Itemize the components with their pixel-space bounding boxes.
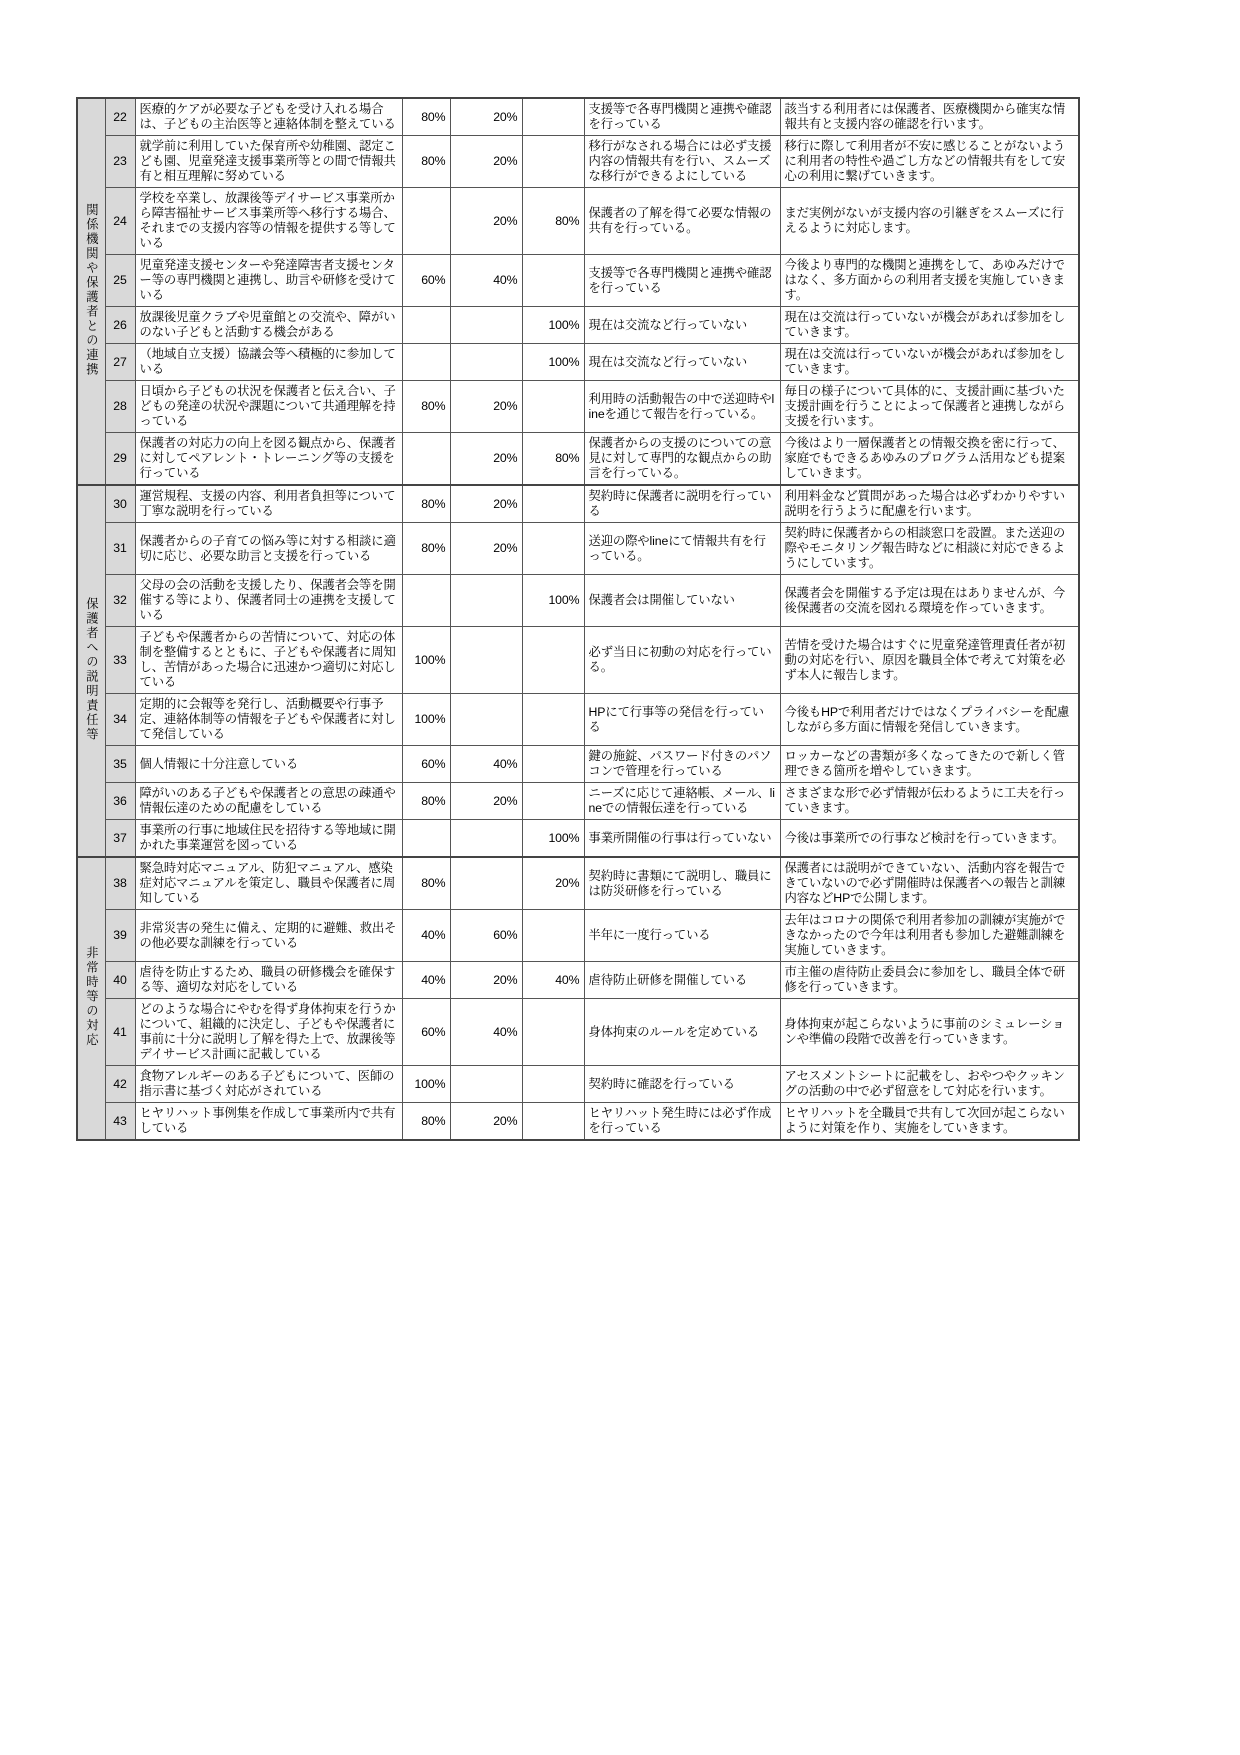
percent-yes: 80% (402, 485, 450, 523)
improvement-plan: 身体拘束が起こらないように事前のシミュレーションや準備の段階で改善を行っていきます。 (780, 999, 1079, 1066)
improvement-plan: アセスメントシートに記載をし、おやつやクッキングの活動の中で必ず留意をして対応を行います。 (780, 1066, 1079, 1103)
improvement-plan: 移行に際して利用者が不安に感じることがないように利用者の特性や過ごし方などの情報共有をして安心の利用に繋げていきます。 (780, 136, 1079, 188)
percent-yes: 80% (402, 783, 450, 820)
percent-partial: 20% (450, 98, 522, 136)
percent-yes: 100% (402, 627, 450, 694)
current-situation: 支援等で各専門機関と連携や確認を行っている (584, 255, 780, 307)
evaluation-item: 子どもや保護者からの苦情について、対応の体制を整備するとともに、子どもや保護者に周知し、苦情があった場合に迅速かつ適切に対応している (135, 627, 402, 694)
improvement-plan: 該当する利用者には保護者、医療機関から確実な情報共有と支援内容の確認を行います。 (780, 98, 1079, 136)
current-situation: 送迎の際やlineにて情報共有を行っている。 (584, 523, 780, 575)
percent-partial (450, 694, 522, 746)
percent-partial: 40% (450, 999, 522, 1066)
percent-no (522, 136, 584, 188)
improvement-plan: ロッカーなどの書類が多くなってきたので新しく管理できる箇所を増やしていきます。 (780, 746, 1079, 783)
percent-no: 80% (522, 433, 584, 486)
improvement-plan: 去年はコロナの関係で利用者参加の訓練が実施ができなかったので今年は利用者も参加した避難訓練を実施していきます。 (780, 910, 1079, 962)
improvement-plan: 保護者会を開催する予定は現在はありませんが、今後保護者の交流を図れる環境を作っていきます。 (780, 575, 1079, 627)
row-number: 26 (105, 307, 135, 344)
evaluation-item: 定期的に会報等を発行し、活動概要や行事予定、連絡体制等の情報を子どもや保護者に対して発信している (135, 694, 402, 746)
evaluation-item: （地域自立支援）協議会等へ積極的に参加している (135, 344, 402, 381)
row-number: 42 (105, 1066, 135, 1103)
current-situation: 事業所開催の行事は行っていない (584, 820, 780, 858)
percent-yes (402, 575, 450, 627)
percent-no (522, 523, 584, 575)
current-situation: 利用時の活動報告の中で送迎時やlineを通じて報告を行っている。 (584, 381, 780, 433)
current-situation: 移行がなされる場合には必ず支援内容の情報共有を行い、スムーズな移行ができるよにしている (584, 136, 780, 188)
percent-yes: 100% (402, 1066, 450, 1103)
percent-yes (402, 188, 450, 255)
improvement-plan: ヒヤリハットを全職員で共有して次回が起こらないように対策を作り、実施をしていきます。 (780, 1103, 1079, 1141)
percent-yes: 40% (402, 910, 450, 962)
percent-no (522, 255, 584, 307)
table-row (77, 962, 1079, 999)
row-number: 41 (105, 999, 135, 1066)
evaluation-item: 運営規程、支援の内容、利用者負担等について丁寧な説明を行っている (135, 485, 402, 523)
current-situation: 現在は交流など行っていない (584, 344, 780, 381)
table-row (77, 910, 1079, 962)
improvement-plan: 現在は交流は行っていないが機会があれば参加をしていきます。 (780, 307, 1079, 344)
current-situation: 身体拘束のルールを定めている (584, 999, 780, 1066)
table-row (77, 485, 1079, 523)
percent-no: 100% (522, 820, 584, 858)
improvement-plan: 利用料金など質問があった場合は必ずわかりやすい説明を行うように配慮を行います。 (780, 485, 1079, 523)
table-row (77, 1066, 1079, 1103)
current-situation: 契約時に保護者に説明を行っている (584, 485, 780, 523)
row-number: 35 (105, 746, 135, 783)
row-number: 37 (105, 820, 135, 858)
percent-yes (402, 433, 450, 486)
percent-yes: 60% (402, 999, 450, 1066)
table-row (77, 857, 1079, 910)
table-row (77, 344, 1079, 381)
percent-no (522, 746, 584, 783)
current-situation: 保護者からの支援のについての意見に対して専門的な観点からの助言を行っている。 (584, 433, 780, 486)
percent-partial (450, 857, 522, 910)
percent-no (522, 783, 584, 820)
evaluation-item: 放課後児童クラブや児童館との交流や、障がいのない子どもと活動する機会がある (135, 307, 402, 344)
percent-no: 100% (522, 344, 584, 381)
percent-partial: 20% (450, 783, 522, 820)
table-row (77, 627, 1079, 694)
evaluation-item: 児童発達支援センターや発達障害者支援センター等の専門機関と連携し、助言や研修を受けている (135, 255, 402, 307)
table-row (77, 746, 1079, 783)
row-number: 36 (105, 783, 135, 820)
evaluation-item: 事業所の行事に地域住民を招待する等地域に開かれた事業運営を図っている (135, 820, 402, 858)
percent-yes: 80% (402, 857, 450, 910)
percent-partial: 20% (450, 962, 522, 999)
percent-partial (450, 307, 522, 344)
evaluation-item: 障がいのある子どもや保護者との意思の疎通や情報伝達のための配慮をしている (135, 783, 402, 820)
percent-yes: 100% (402, 694, 450, 746)
percent-no (522, 999, 584, 1066)
current-situation: 鍵の施錠、パスワード付きのパソコンで管理を行っている (584, 746, 780, 783)
percent-no (522, 485, 584, 523)
percent-partial: 20% (450, 485, 522, 523)
improvement-plan: 今後もHPで利用者だけではなくプライバシーを配慮しながら多方面に情報を発信していきます。 (780, 694, 1079, 746)
row-number: 27 (105, 344, 135, 381)
improvement-plan: 毎日の様子について具体的に、支援計画に基づいた支援計画を行うことによって保護者と連携しながら支援を行います。 (780, 381, 1079, 433)
current-situation: 半年に一度行っている (584, 910, 780, 962)
percent-yes: 60% (402, 746, 450, 783)
percent-yes (402, 820, 450, 858)
table-row (77, 999, 1079, 1066)
table-row (77, 575, 1079, 627)
evaluation-item: 就学前に利用していた保育所や幼稚園、認定こども園、児童発達支援事業所等との間で情報共有と相互理解に努めている (135, 136, 402, 188)
percent-partial: 20% (450, 523, 522, 575)
improvement-plan: 現在は交流は行っていないが機会があれば参加をしていきます。 (780, 344, 1079, 381)
row-number: 39 (105, 910, 135, 962)
percent-yes: 80% (402, 98, 450, 136)
row-number: 25 (105, 255, 135, 307)
row-number: 22 (105, 98, 135, 136)
percent-yes: 80% (402, 1103, 450, 1141)
percent-no (522, 910, 584, 962)
percent-no (522, 98, 584, 136)
improvement-plan: 今後はより一層保護者との情報交換を密に行って、家庭でもできるあゆみのプログラム活用なども提案していきます。 (780, 433, 1079, 486)
percent-no (522, 627, 584, 694)
percent-yes (402, 307, 450, 344)
current-situation: 支援等で各専門機関と連携や確認を行っている (584, 98, 780, 136)
table-row (77, 136, 1079, 188)
row-number: 40 (105, 962, 135, 999)
percent-no: 100% (522, 575, 584, 627)
current-situation: 現在は交流など行っていない (584, 307, 780, 344)
percent-partial (450, 575, 522, 627)
evaluation-item: 保護者の対応力の向上を図る観点から、保護者に対してペアレント・トレーニング等の支援を行っている (135, 433, 402, 486)
percent-no: 100% (522, 307, 584, 344)
current-situation: ニーズに応じて連絡帳、メール、lineでの情報伝達を行っている (584, 783, 780, 820)
self-evaluation-table (76, 97, 1080, 1141)
table-row (77, 1103, 1079, 1141)
improvement-plan: 契約時に保護者からの相談窓口を設置。また送迎の際やモニタリング報告時などに相談に対応できるようにしています。 (780, 523, 1079, 575)
current-situation: ヒヤリハット発生時には必ず作成を行っている (584, 1103, 780, 1141)
improvement-plan: 今後は事業所での行事など検討を行っていきます。 (780, 820, 1079, 858)
current-situation: 虐待防止研修を開催している (584, 962, 780, 999)
percent-yes (402, 344, 450, 381)
percent-partial: 40% (450, 255, 522, 307)
evaluation-item: 非常災害の発生に備え、定期的に避難、救出その他必要な訓練を行っている (135, 910, 402, 962)
row-number: 30 (105, 485, 135, 523)
current-situation: 保護者会は開催していない (584, 575, 780, 627)
row-number: 28 (105, 381, 135, 433)
category-label-text: 非常時等の対応 (84, 945, 99, 1048)
category-label-relations (77, 98, 105, 485)
table-row (77, 433, 1079, 486)
table-row (77, 98, 1079, 136)
percent-no: 40% (522, 962, 584, 999)
improvement-plan: 保護者には説明ができていない、活動内容を報告できていないので必ず開催時は保護者への報告と訓練内容などHPで公開します。 (780, 857, 1079, 910)
percent-partial (450, 1066, 522, 1103)
percent-yes: 80% (402, 136, 450, 188)
table-body (77, 98, 1079, 1140)
row-number: 31 (105, 523, 135, 575)
improvement-plan: 今後より専門的な機関と連携をして、あゆみだけではなく、多方面からの利用者支援を実施していきます。 (780, 255, 1079, 307)
row-number: 32 (105, 575, 135, 627)
percent-partial: 40% (450, 746, 522, 783)
current-situation: 契約時に確認を行っている (584, 1066, 780, 1103)
table-row (77, 381, 1079, 433)
percent-partial: 20% (450, 433, 522, 486)
category-label-text: 関係機関や保護者との連携 (84, 202, 99, 377)
table-row (77, 188, 1079, 255)
table-row (77, 523, 1079, 575)
percent-no (522, 694, 584, 746)
evaluation-item: ヒヤリハット事例集を作成して事業所内で共有している (135, 1103, 402, 1141)
row-number: 38 (105, 857, 135, 910)
evaluation-item: 保護者からの子育ての悩み等に対する相談に適切に応じ、必要な助言と支援を行っている (135, 523, 402, 575)
category-label-accountability (77, 485, 105, 857)
percent-partial: 20% (450, 188, 522, 255)
evaluation-item: 個人情報に十分注意している (135, 746, 402, 783)
category-label-emergency (77, 857, 105, 1140)
percent-partial (450, 627, 522, 694)
percent-partial (450, 820, 522, 858)
evaluation-item: 食物アレルギーのある子どもについて、医師の指示書に基づく対応がされている (135, 1066, 402, 1103)
percent-partial: 20% (450, 381, 522, 433)
percent-yes: 80% (402, 523, 450, 575)
row-number: 33 (105, 627, 135, 694)
percent-no: 80% (522, 188, 584, 255)
current-situation: 必ず当日に初動の対応を行っている。 (584, 627, 780, 694)
row-number: 29 (105, 433, 135, 486)
percent-no (522, 1066, 584, 1103)
percent-partial (450, 344, 522, 381)
percent-yes: 40% (402, 962, 450, 999)
row-number: 34 (105, 694, 135, 746)
percent-yes: 80% (402, 381, 450, 433)
percent-no: 20% (522, 857, 584, 910)
evaluation-item: 虐待を防止するため、職員の研修機会を確保する等、適切な対応をしている (135, 962, 402, 999)
category-label-text: 保護者への説明責任等 (84, 596, 99, 742)
current-situation: 保護者の了解を得て必要な情報の共有を行っている。 (584, 188, 780, 255)
improvement-plan: 苦情を受けた場合はすぐに児童発達管理責任者が初動の対応を行い、原因を職員全体で考えて対策を必ず本人に報告します。 (780, 627, 1079, 694)
evaluation-item: 日頃から子どもの状況を保護者と伝え合い、子どもの発達の状況や課題について共通理解を持っている (135, 381, 402, 433)
row-number: 43 (105, 1103, 135, 1141)
evaluation-item: 父母の会の活動を支援したり、保護者会等を開催する等により、保護者同士の連携を支援している (135, 575, 402, 627)
improvement-plan: まだ実例がないが支援内容の引継ぎをスムーズに行えるように対応します。 (780, 188, 1079, 255)
table-row (77, 307, 1079, 344)
evaluation-item: 緊急時対応マニュアル、防犯マニュアル、感染症対応マニュアルを策定し、職員や保護者に周知している (135, 857, 402, 910)
percent-partial: 20% (450, 136, 522, 188)
percent-partial: 60% (450, 910, 522, 962)
row-number: 23 (105, 136, 135, 188)
table-row (77, 783, 1079, 820)
row-number: 24 (105, 188, 135, 255)
evaluation-item: どのような場合にやむを得ず身体拘束を行うかについて、組織的に決定し、子どもや保護者に事前に十分に説明し了解を得た上で、放課後等デイサービス計画に記載している (135, 999, 402, 1066)
table-row (77, 255, 1079, 307)
table-row (77, 820, 1079, 858)
improvement-plan: さまざまな形で必ず情報が伝わるように工夫を行っていきます。 (780, 783, 1079, 820)
evaluation-item: 医療的ケアが必要な子どもを受け入れる場合は、子どもの主治医等と連絡体制を整えている (135, 98, 402, 136)
percent-no (522, 381, 584, 433)
table-row (77, 694, 1079, 746)
percent-partial: 20% (450, 1103, 522, 1141)
evaluation-item: 学校を卒業し、放課後等デイサービス事業所から障害福祉サービス事業所等へ移行する場合、それまでの支援内容等の情報を提供する等している (135, 188, 402, 255)
improvement-plan: 市主催の虐待防止委員会に参加をし、職員全体で研修を行っていきます。 (780, 962, 1079, 999)
percent-no (522, 1103, 584, 1141)
current-situation: 契約時に書類にて説明し、職員には防災研修を行っている (584, 857, 780, 910)
percent-yes: 60% (402, 255, 450, 307)
current-situation: HPにて行事等の発信を行っている (584, 694, 780, 746)
